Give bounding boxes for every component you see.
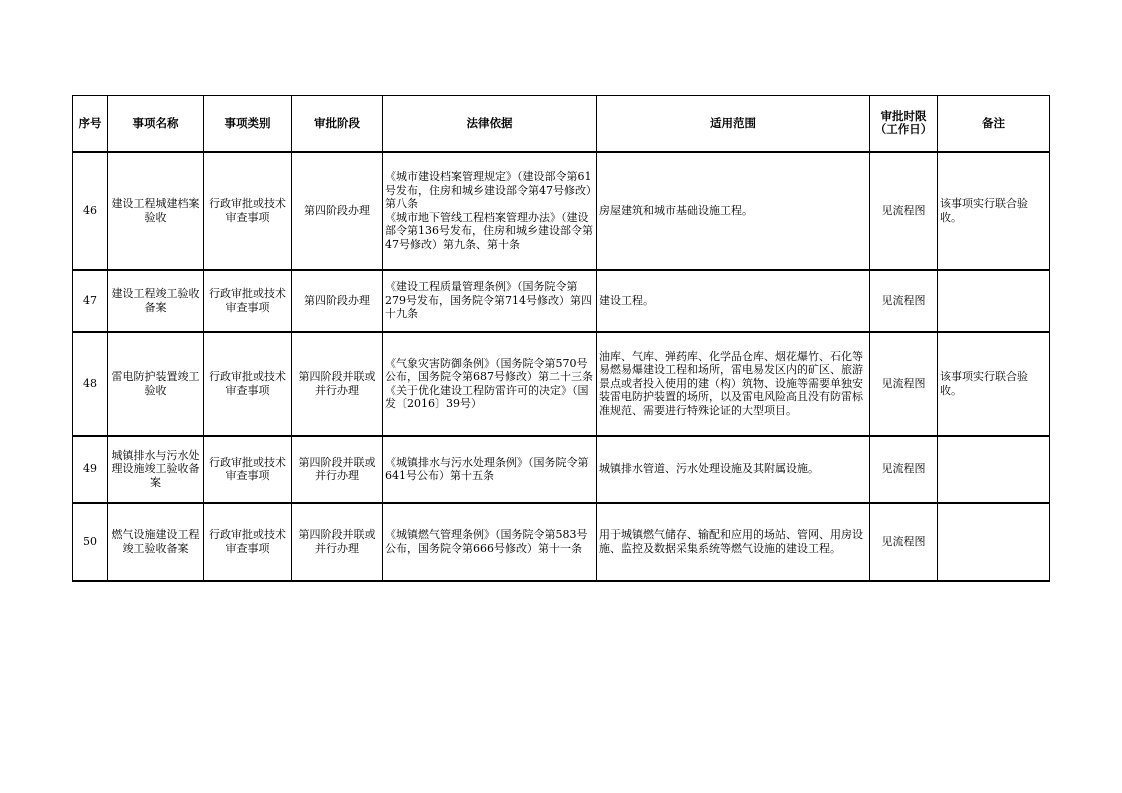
cell-stage: 第四阶段办理 [292, 152, 383, 270]
header-seq: 序号 [73, 96, 108, 152]
cell-stage: 第四阶段并联或并行办理 [292, 503, 383, 581]
cell-stage: 第四阶段并联或并行办理 [292, 332, 383, 436]
cell-category: 行政审批或技术审查事项 [204, 152, 292, 270]
table-row [73, 436, 1050, 503]
cell-remark: 该事项实行联合验收。 [938, 152, 1050, 270]
header-name: 事项名称 [108, 96, 204, 152]
cell-seq: 49 [73, 436, 108, 503]
cell-name: 建设工程城建档案验收 [108, 152, 204, 270]
cell-scope: 油库、气库、弹药库、化学品仓库、烟花爆竹、石化等易燃易爆建设工程和场所，雷电易发区内的矿区、旅游景点或者投入使用的建（构）筑物、设施等需要单独安装雷电防护装置的场所，以及雷电风险高且没有防雷标准规范、需要进行特殊论证的大型项目。 [597, 332, 870, 436]
cell-category: 行政审批或技术审查事项 [204, 270, 292, 332]
cell-scope: 建设工程。 [597, 270, 870, 332]
cell-name: 建设工程竣工验收备案 [108, 270, 204, 332]
header-stage: 审批阶段 [292, 96, 383, 152]
table-header-row [73, 96, 1050, 152]
cell-seq: 50 [73, 503, 108, 581]
cell-legal-basis: 《城镇排水与污水处理条例》（国务院令第641号公布）第十五条 [383, 436, 597, 503]
cell-category: 行政审批或技术审查事项 [204, 436, 292, 503]
cell-legal-basis: 《气象灾害防御条例》（国务院令第570号公布，国务院令第687号修改）第二十三条 《关于优化建设工程防雷许可的决定》（国发〔2016〕39号） [383, 332, 597, 436]
table-row [73, 270, 1050, 332]
cell-stage: 第四阶段并联或并行办理 [292, 436, 383, 503]
cell-scope: 城镇排水管道、污水处理设施及其附属设施。 [597, 436, 870, 503]
cell-category: 行政审批或技术审查事项 [204, 332, 292, 436]
cell-name: 燃气设施建设工程竣工验收备案 [108, 503, 204, 581]
table-row [73, 503, 1050, 581]
header-legal-basis: 法律依据 [383, 96, 597, 152]
cell-time-limit: 见流程图 [870, 270, 938, 332]
cell-legal-basis: 《城镇燃气管理条例》（国务院令第583号公布，国务院令第666号修改）第十一条 [383, 503, 597, 581]
header-scope: 适用范围 [597, 96, 870, 152]
cell-remark [938, 503, 1050, 581]
cell-category: 行政审批或技术审查事项 [204, 503, 292, 581]
cell-time-limit: 见流程图 [870, 332, 938, 436]
cell-seq: 46 [73, 152, 108, 270]
cell-legal-basis: 《建设工程质量管理条例》（国务院令第279号发布，国务院令第714号修改）第四十九条 [383, 270, 597, 332]
cell-time-limit: 见流程图 [870, 152, 938, 270]
cell-name: 城镇排水与污水处理设施竣工验收备案 [108, 436, 204, 503]
cell-legal-basis: 《城市建设档案管理规定》（建设部令第61号发布，住房和城乡建设部令第47号修改）第八条 《城市地下管线工程档案管理办法》（建设部令第136号发布，住房和城乡建设部令第47号修改）第九条、第十条 [383, 152, 597, 270]
table-row [73, 332, 1050, 436]
header-time-limit [870, 96, 938, 152]
header-time-limit-line2: （工作日） [874, 122, 933, 137]
header-time-limit-line1: 审批时限 [880, 108, 927, 123]
cell-name: 雷电防护装置竣工验收 [108, 332, 204, 436]
cell-remark [938, 436, 1050, 503]
cell-seq: 47 [73, 270, 108, 332]
cell-remark: 该事项实行联合验收。 [938, 332, 1050, 436]
cell-scope: 用于城镇燃气储存、输配和应用的场站、管网、用房设施、监控及数据采集系统等燃气设施的建设工程。 [597, 503, 870, 581]
cell-seq: 48 [73, 332, 108, 436]
approval-items-table [72, 95, 1050, 582]
cell-time-limit: 见流程图 [870, 503, 938, 581]
table-row [73, 152, 1050, 270]
header-category: 事项类别 [204, 96, 292, 152]
cell-remark [938, 270, 1050, 332]
cell-stage: 第四阶段办理 [292, 270, 383, 332]
cell-scope: 房屋建筑和城市基础设施工程。 [597, 152, 870, 270]
cell-time-limit: 见流程图 [870, 436, 938, 503]
header-remark: 备注 [938, 96, 1050, 152]
